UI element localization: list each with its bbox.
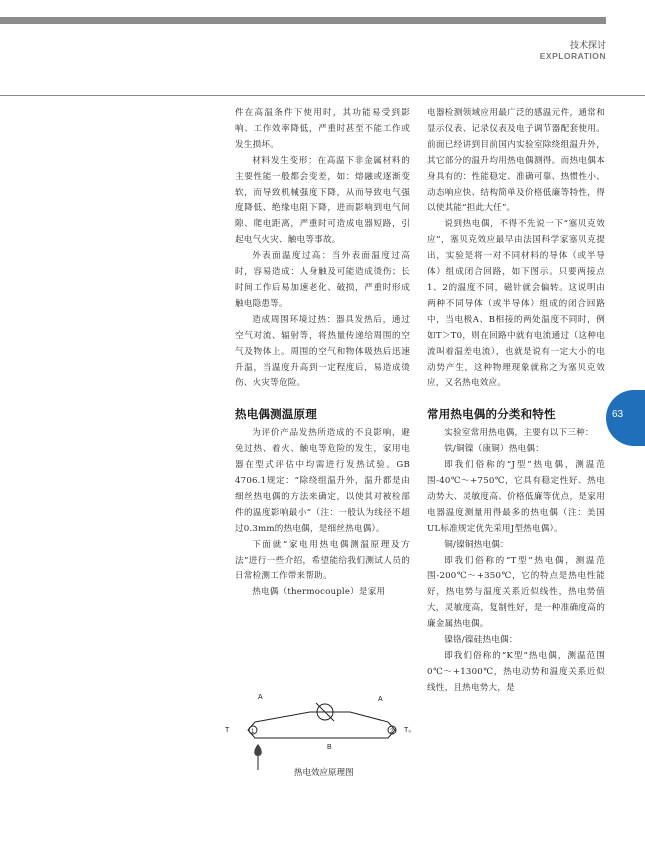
flame-icon <box>254 744 262 756</box>
paragraph: 件在高温条件下使用时，其功能易受到影响、工作效率降低，严重时甚至不能工作或发生损坏。 <box>235 108 410 150</box>
label-t: T <box>225 727 230 734</box>
paragraph: 下面就“家电用热电偶测温原理及方法”进行一些介绍，希望能给我们测试人员的日常检测工作带来帮助。 <box>235 539 410 582</box>
conductor-b-wire <box>248 722 395 738</box>
paragraph: 即我们俗称的“J型”热电偶，测温范围-40℃～+750℃，它具有稳定性好、热电动势大、灵敏度高、价格低廉等优点，是家用电器温度测量用得最多的热电偶（注：美国UL标准规定优先采用J型热电偶）。 <box>427 460 605 534</box>
right-column <box>427 106 605 697</box>
section-title-en: EXPLORATION <box>539 51 606 61</box>
page-number: 63 <box>612 409 624 420</box>
paragraph: 铁/铜镍（康铜）热电偶： <box>444 444 545 455</box>
label-a-right: A <box>378 696 383 703</box>
label-t0: T₀ <box>404 727 412 734</box>
paragraph: 造成周围环境过热：器具发热后，通过空气对流、辐射等，将热量传递给周围的空气及物体上。周围的空气和物体吸热后迅速升温，当温度升高到一定程度后，易造成烫伤、火灾等危险。 <box>235 314 410 389</box>
header-rule <box>0 95 645 96</box>
paragraph: 材料发生变形：在高温下非金属材料的主要性能一般都会变差，如：熔融或逐渐变软，而导致机械强度下降，从而导致电气强度降低、绝缘电阻下降，进而影响到电气间隙、爬电距离，严重时可造成电器短路，引起电气火灾、触电等事故。 <box>235 155 410 246</box>
left-column <box>235 106 410 601</box>
figure-caption: 热电效应原理图 <box>294 768 354 778</box>
paragraph: 即我们俗称的“K型”热电偶，测温范围0℃～+1300℃，热电动势和温度关系近似线性，且热电势大，是 <box>427 651 605 693</box>
label-a-left: A <box>258 694 263 701</box>
paragraph: 电器检测领域应用最广泛的感温元件，通常和显示仪表、记录仪表及电子调节器配套使用。前面已经讲到目前国内实验室除绕组温升外，其它部分的温升均用热电偶测得。而热电偶本身具有的：性能稳定、准确可靠、热惯性小、动态响应快、结构简单及价格低廉等特性，得以使其能“担此大任”。 <box>427 108 605 214</box>
top-bar <box>0 17 606 24</box>
paragraph: 镍铬/镍硅热电偶： <box>444 635 518 646</box>
paragraph: 外表面温度过高：当外表面温度过高时，容易造成：人身触及可能造成烫伤；长时间工作后易加速老化、破损，严重时形成触电隐患等。 <box>235 251 410 309</box>
label-junction-1: 1 <box>251 729 255 735</box>
section-heading: 常用热电偶的分类和特性 <box>427 407 556 422</box>
paragraph: 说到热电偶，不得不先说一下“塞贝克效应”，塞贝克效应最早由法国科学家塞贝克提出，实验是将一对不同材料的导体（或半导体）组成闭合回路，如下图示。只要两接点1、2的温度不同，磁针就会偏转。这说明由两种不同导体（或半导体）组成的闭合回路中，当电极A、B相接的两处温度不同时，例如T＞T0，则在回路中就有电流通过（这种电流叫着温差电流），也就是说有一定大小的电动势产生，这种物理现象就称之为塞贝克效应，又名热电效应。 <box>427 219 605 389</box>
paragraph: 热电偶（thermocouple）是家用 <box>252 587 386 598</box>
section-heading: 热电偶测温原理 <box>235 407 317 422</box>
paragraph: 为评价产品发热所造成的不良影响，避免过热、着火、触电等危险的发生，家用电器在型式评估中均需进行发热试验。GB 4706.1规定：“除绕组温升外，温升都是由细丝热电偶的方法来确定，以使其对被检部件的温度影响最小”（注：一般认为线径不超过0.3mm的热电偶，是细丝热电偶）。 <box>235 428 410 534</box>
section-title-cn: 技术探讨 <box>569 41 606 51</box>
label-junction-2: 2 <box>390 729 394 735</box>
label-b: B <box>327 744 332 751</box>
paragraph: 铜/镍铜热电偶： <box>444 539 509 550</box>
paragraph: 实验室常用热电偶，主要有以下三种： <box>444 428 594 439</box>
paragraph: 即我们俗称的“T型”热电偶，测温范围-200℃～+350℃，它的特点是热电性能好，热电势与温度关系近似线性，热电势值大，灵敏度高，复制性好，是一种准确度高的廉金属热电偶。 <box>427 555 605 630</box>
conductor-a-wire <box>255 712 388 722</box>
